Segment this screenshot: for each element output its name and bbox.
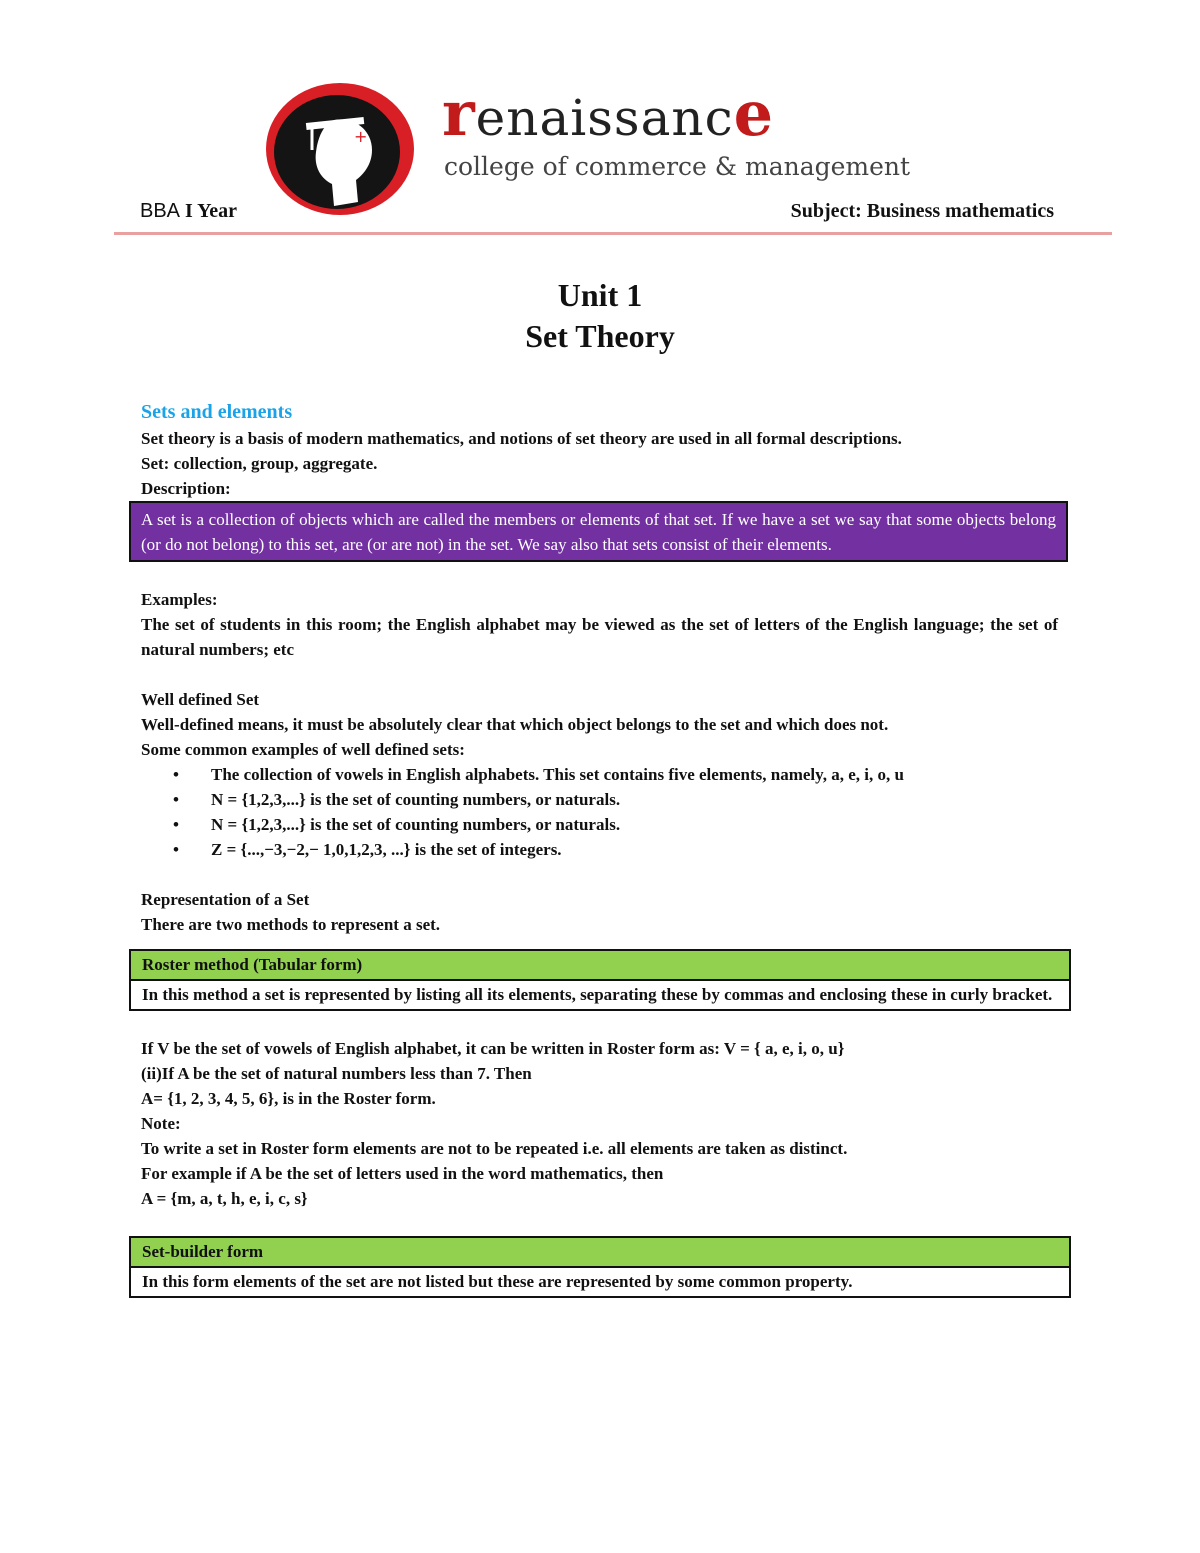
- subject-label: Subject: Business mathematics: [790, 200, 1054, 222]
- intro-paragraph: Set theory is a basis of modern mathematics, and notions of set theory are used in all formal descriptions.: [141, 429, 902, 448]
- examples-label: Examples:: [141, 590, 218, 609]
- roster-method-box: [129, 949, 1071, 1011]
- note-line-1: To write a set in Roster form elements are not to be repeated i.e. all elements are taken as distinct.: [141, 1139, 848, 1158]
- unit-title: Unit 1: [557, 277, 643, 313]
- well-defined-heading: Well defined Set: [141, 690, 260, 709]
- set-builder-box: [129, 1236, 1071, 1298]
- roster-heading: Roster method (Tabular form): [130, 950, 1070, 980]
- topic-title: Set Theory: [525, 318, 675, 354]
- document-body: [141, 398, 1058, 1298]
- roster-example-1: If V be the set of vowels of English alphabet, it can be written in Roster form as: V = { a, e, i, o, u}: [141, 1039, 845, 1058]
- set-synonyms: Set: collection, group, aggregate.: [141, 454, 378, 473]
- examples-text: The set of students in this room; the English alphabet may be viewed as the set of letters of the English language; the set of natural numbers; etc: [141, 615, 1058, 659]
- definition-box: A set is a collection of objects which are called the members or elements of that set. If we have a set we say that some objects belong (or do not belong) to this set, are (or are not) in the set. We say also that sets consist of their elements.: [129, 501, 1068, 562]
- college-logo: [262, 77, 962, 220]
- program-label: [140, 200, 237, 223]
- logo-subtitle: college of commerce & management: [444, 152, 911, 181]
- list-item: • Z = {...,−3,−2,− 1,0,1,2,3, ...} is the set of integers.: [211, 837, 1058, 862]
- description-label: Description:: [141, 479, 231, 498]
- roster-example-2-line1: (ii)If A be the set of natural numbers less than 7. Then: [141, 1064, 532, 1083]
- set-builder-body: In this form elements of the set are not listed but these are represented by some common property.: [130, 1267, 1070, 1297]
- svg-text:+: +: [354, 127, 368, 146]
- roster-body: In this method a set is represented by listing all its elements, separating these by commas and enclosing these in curly bracket.: [130, 980, 1070, 1010]
- logo-wordmark: renaissance: [442, 77, 775, 150]
- program-prefix: BBA: [140, 200, 181, 222]
- set-builder-heading: Set-builder form: [130, 1237, 1070, 1267]
- representation-text: There are two methods to represent a set.: [141, 915, 441, 934]
- page-header: [140, 200, 1054, 228]
- list-item: • N = {1,2,3,...} is the set of counting numbers, or naturals.: [211, 812, 1058, 837]
- roster-example-2-line2: A= {1, 2, 3, 4, 5, 6}, is in the Roster form.: [141, 1089, 436, 1108]
- logo-emblem-icon: [264, 80, 416, 218]
- note-line-3: A = {m, a, t, h, e, i, c, s}: [141, 1189, 308, 1208]
- program-year: I Year: [185, 200, 238, 222]
- note-line-2: For example if A be the set of letters used in the word mathematics, then: [141, 1164, 664, 1183]
- well-defined-text: Well-defined means, it must be absolutely clear that which object belongs to the set and which does not.: [141, 715, 889, 734]
- well-defined-examples-intro: Some common examples of well defined sets:: [141, 740, 465, 759]
- representation-heading: Representation of a Set: [141, 890, 310, 909]
- list-item: • N = {1,2,3,...} is the set of counting numbers, or naturals.: [211, 787, 1058, 812]
- header-divider: [114, 232, 1112, 235]
- note-label: Note:: [141, 1114, 181, 1133]
- list-item: • The collection of vowels in English alphabets. This set contains five elements, namely, a, e, i, o, u: [211, 762, 1058, 787]
- section-heading-sets: Sets and elements: [141, 401, 293, 423]
- well-defined-list: [141, 762, 1058, 862]
